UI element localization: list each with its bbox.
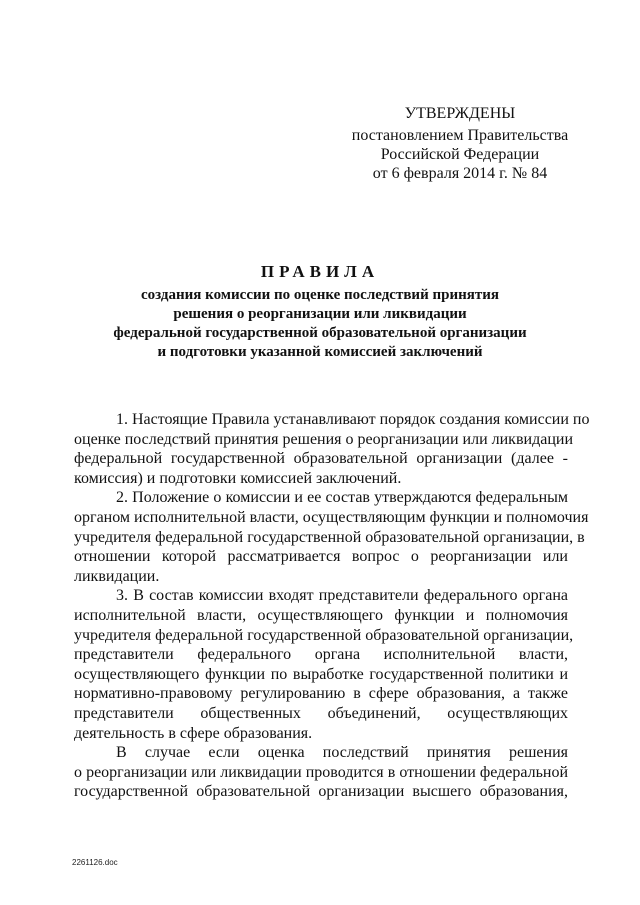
body-line: В случае если оценка последствий принятия решения [116, 744, 568, 762]
body-line: оценке последствий принятия решения о реорганизации или ликвидации [74, 430, 573, 448]
body-line: отношении которой рассматривается вопрос о реорганизации или [74, 548, 568, 566]
body-line: о реорганизации или ликвидации проводится в отношении федеральной [74, 763, 568, 781]
body-line: учредителя федеральной государственной образовательной организации, в [74, 528, 585, 546]
body-line: представители федерального органа исполнительной власти, [74, 646, 568, 664]
approval-block [340, 104, 580, 183]
document-subtitle-line: создания комиссии по оценке последствий принятия [141, 287, 499, 303]
approval-line: постановлением Правительства [351, 127, 569, 144]
body-line: учредителя федеральной государственной образовательной организации, [74, 626, 574, 644]
document-subtitle-line: и подготовки указанной комиссией заключений [157, 344, 483, 360]
body-line: деятельность в сфере образования. [74, 724, 313, 742]
document-subtitle-line: решения о реорганизации или ликвидации [173, 306, 467, 322]
document-title-block [60, 262, 580, 362]
body-line: федеральной государственной образовательной организации (далее - [74, 450, 568, 468]
body-line: нормативно-правовому регулированию в сфере образования, а также [74, 685, 568, 703]
body-line: 2. Положение о комиссии и ее состав утверждаются федеральным [116, 489, 568, 507]
body-line: государственной образовательной организации высшего образования, [74, 783, 568, 801]
body-line: осуществляющего функции по выработке государственной политики и [74, 665, 568, 683]
document-title: ПРАВИЛА [260, 262, 380, 281]
approval-line: Российской Федерации [380, 146, 540, 163]
body-line: органом исполнительной власти, осуществляющим функции и полномочия [74, 508, 589, 526]
document-subtitle-line: федеральной государственной образовательной организации [113, 325, 527, 341]
footer-filename: 2261126.doc [72, 858, 118, 867]
body-line: представители общественных объединений, осуществляющих [74, 704, 568, 722]
body-line: исполнительной власти, осуществляющего функции и полномочия [74, 606, 568, 624]
body-line: ликвидации. [74, 567, 160, 585]
body-line: 3. В состав комиссии входят представители федерального органа [116, 587, 568, 605]
body-line: комиссия) и подготовки комиссией заключений. [74, 469, 402, 487]
body-line: 1. Настоящие Правила устанавливают порядок создания комиссии по [116, 411, 590, 428]
approval-line: от 6 февраля 2014 г. № 84 [372, 165, 548, 182]
document-body [74, 410, 590, 802]
approval-stamp: УТВЕРЖДЕНЫ [404, 105, 516, 122]
